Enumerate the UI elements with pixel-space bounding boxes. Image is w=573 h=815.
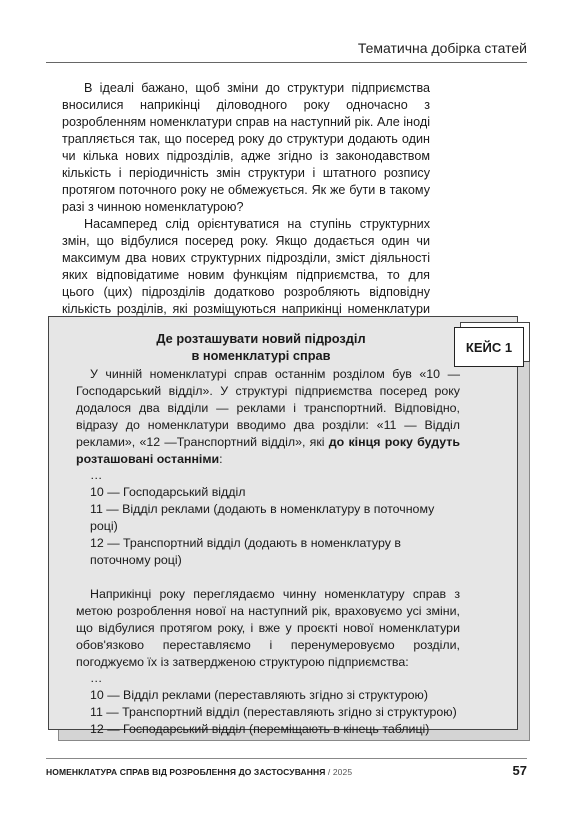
footer-title (46, 767, 352, 777)
case-content (76, 366, 460, 738)
case-text: У чинній номенклатурі справ останнім розділом був «10 — Господарський відділ». У структурі підприємства посеред року додалося два відділи — реклами і транспортний. Відповідно, відразу до номенклатури вводимо два розділи: «11 — Відділ реклами», «12 —Транспортний відділ», які (76, 367, 460, 449)
list-item: 10 — Господарський відділ (90, 485, 246, 500)
footer-publication: НОМЕНКЛАТУРА СПРАВ ВІД РОЗРОБЛЕННЯ ДО ЗАСТОСУВАННЯ (46, 767, 326, 777)
paragraph: В ідеалі бажано, щоб зміни до структури підприємства вносилися наприкінці діловодного року одночасно з розробленням номенклатури справ на наступний рік. Але іноді трапляється так, що посеред року до структури додають один чи кілька нових підрозділів, адже згідно із законодавством кількість і періодичність змін структури і штатного розпису протягом поточного року не обмежується. Як же бути в такому разі з чинною номенклатурою? (62, 81, 430, 214)
list-item: 12 — Господарський відділ (переміщають в кінець таблиці) (90, 722, 430, 737)
case-badge: КЕЙС 1 (454, 327, 524, 367)
list-item: 11 — Відділ реклами (додають в номенклатуру в поточному році) (90, 502, 435, 534)
list-item: … (90, 671, 103, 686)
paragraph: Насамперед слід орієнтуватися на ступінь структурних змін, що відбулися посеред року. Якщо додається один чи максимум два нових структурних підрозділи, зміст діяльності яких відповідатиме новим функціям підприємства, то для цього (цих) підрозділів додатково розробляють відповідну кількість розділів, які розміщуються наприкінці номенклатури (62, 217, 430, 316)
case-text: : (219, 451, 223, 466)
case-paragraph: Наприкінці року переглядаємо чинну номенклатуру справ з метою розроблення нової на наступний рік, враховуємо усі зміни, що відбулися протягом року, і вже у проєкті нової номенклатури обов'язково переставляємо і перенумеровуємо розділи, погоджуємо їх із затвердженою структурою підприємства: (76, 586, 460, 669)
list-item: 10 — Відділ реклами (переставляють згідно зі структурою) (90, 688, 428, 703)
case-emphasis: до кінця року будуть розташовані останніми (76, 434, 460, 466)
article-body (62, 80, 430, 352)
footer-divider (46, 758, 527, 759)
list-item: 12 — Транспортний відділ (додають в номенклатуру в поточному році) (90, 536, 401, 567)
list-item: … (90, 468, 103, 483)
footer-year: 2025 (332, 767, 353, 777)
spacer (76, 569, 460, 586)
section-title: Тематична добірка статей (357, 40, 527, 56)
case-paragraph (76, 366, 460, 467)
footer-separator: / (327, 767, 331, 777)
header-divider (46, 62, 527, 63)
page-number: 57 (512, 763, 527, 778)
list-item: 11 — Транспортний відділ (переставляють згідно зі структурою) (90, 705, 457, 720)
case-title-line: в номенклатурі справ (191, 348, 331, 363)
case-title (76, 330, 446, 364)
case-title-line: Де розташувати новий підрозділ (156, 331, 366, 346)
